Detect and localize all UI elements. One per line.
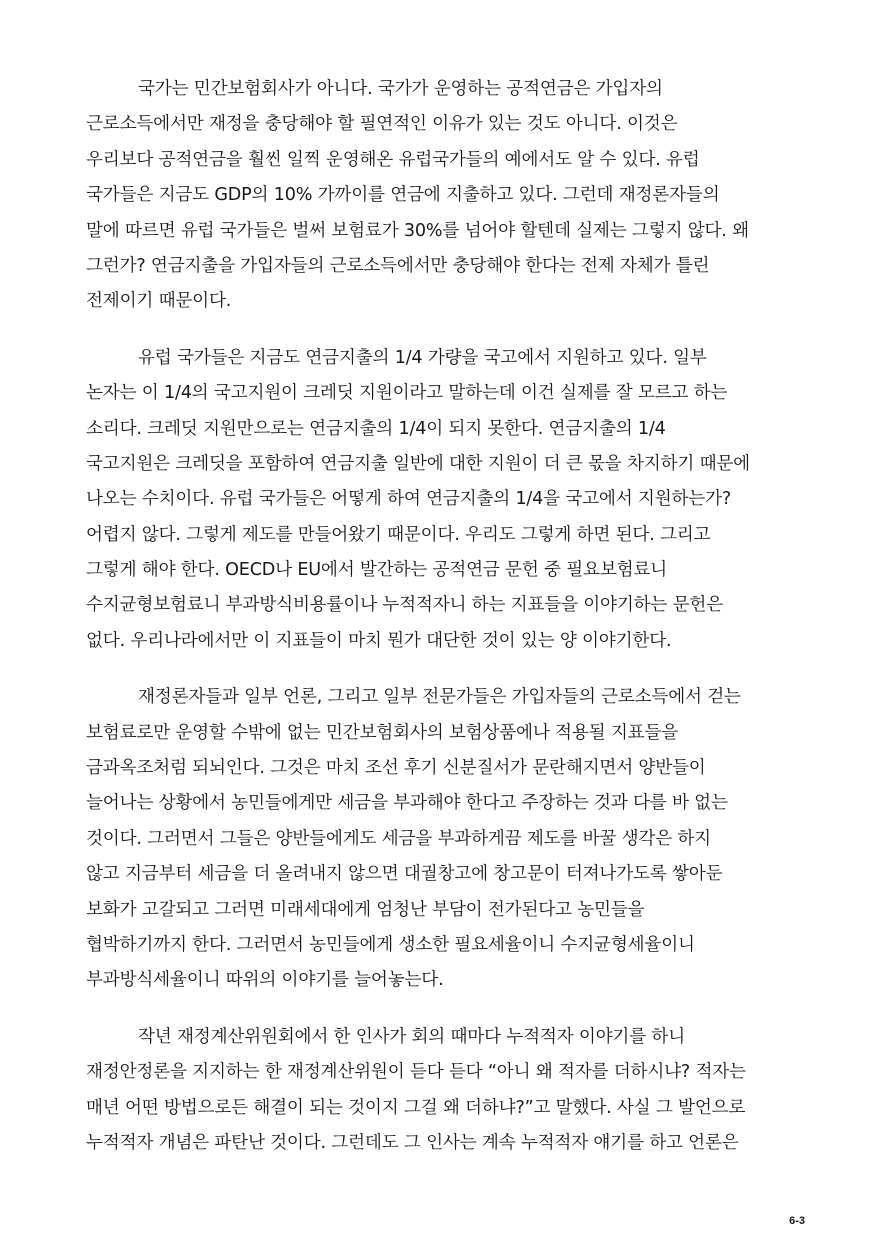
text-line: 유럽 국가들은 지금도 연금지출의 1/4 가량을 국고에서 지원하고 있다. 일부 — [138, 347, 707, 368]
text-line: 작년 재정계산위원회에서 한 인사가 회의 때마다 누적적자 이야기를 하니 — [138, 1026, 686, 1047]
text-line: 보험료로만 운영할 수밖에 없는 민간보험회사의 보험상품에나 적용될 지표들을 — [86, 722, 679, 743]
text-line: 국가들은 지금도 GDP의 10% 가까이를 연금에 지출하고 있다. 그런데 재정론자들의 — [86, 185, 720, 206]
text-line: 국고지원은 크레딧을 포함하여 연금지출 일반에 대한 지원이 더 큰 몫을 차지하기 때문에 — [86, 453, 750, 474]
text-line: 않고 지금부터 세금을 더 올려내지 않으면 대궐창고에 창고문이 터져나가도록 쌓아둔 — [86, 864, 723, 885]
text-line: 협박하기까지 한다. 그러면서 농민들에게 생소한 필요세율이니 수지균형세율이니 — [86, 934, 695, 955]
page-number: 6-3 — [789, 1215, 805, 1227]
text-line: 없다. 우리나라에서만 이 지표들이 마치 뭔가 대단한 것이 있는 양 이야기한다. — [86, 630, 672, 651]
text-line: 매년 어떤 방법으로든 해결이 되는 것이지 그걸 왜 더하냐?”고 말했다. 사실 그 발언으로 — [86, 1097, 746, 1118]
text-line: 그런가? 연금지출을 가입자들의 근로소득에서만 충당해야 한다는 전제 자체가 틀린 — [86, 255, 710, 276]
text-line: 누적적자 개념은 파탄난 것이다. 그런데도 그 인사는 계속 누적적자 얘기를 하고 언론은 — [86, 1132, 739, 1153]
text-line: 부과방식세율이니 따위의 이야기를 늘어놓는다. — [86, 970, 444, 991]
text-line: 소리다. 크레딧 지원만으로는 연금지출의 1/4이 되지 못한다. 연금지출의 1/4 — [86, 418, 666, 439]
paragraph — [86, 680, 808, 999]
text-line: 금과옥조처럼 되뇌인다. 그것은 마치 조선 후기 신분질서가 문란해지면서 양반들이 — [86, 758, 706, 779]
text-line: 나오는 수치이다. 유럽 국가들은 어떻게 하여 연금지출의 1/4을 국고에서 지원하는가? — [86, 489, 732, 510]
paragraph — [86, 1020, 808, 1162]
text-line: 수지균형보험료니 부과방식비용률이나 누적적자니 하는 지표들을 이야기하는 문헌은 — [86, 595, 723, 616]
body-text — [86, 72, 808, 1182]
text-line: 것이다. 그러면서 그들은 양반들에게도 세금을 부과하게끔 제도를 바꿀 생각은 하지 — [86, 828, 711, 849]
text-line: 말에 따르면 유럽 국가들은 벌써 보험료가 30%를 넘어야 할텐데 실제는 그렇지 않다. 왜 — [86, 220, 749, 241]
text-line: 그렇게 해야 한다. OECD나 EU에서 발간하는 공적연금 문헌 중 필요보험료니 — [86, 560, 667, 581]
text-line: 우리보다 공적연금을 훨씬 일찍 운영해온 유럽국가들의 예에서도 알 수 있다. 유럽 — [86, 149, 700, 170]
text-line: 재정론자들과 일부 언론, 그리고 일부 전문가들은 가입자들의 근로소득에서 걷는 — [138, 687, 741, 708]
text-line: 재정안정론을 지지하는 한 재정계산위원이 듣다 듣다 “아니 왜 적자를 더하시냐? 적자는 — [86, 1062, 746, 1083]
text-line: 전제이기 때문이다. — [86, 291, 232, 312]
text-line: 근로소득에서만 재정을 충당해야 할 필연적인 이유가 있는 것도 아니다. 이것은 — [86, 114, 678, 135]
text-line: 논자는 이 1/4의 국고지원이 크레딧 지원이라고 말하는데 이건 실제를 잘 모르고 하는 — [86, 383, 728, 404]
paragraph — [86, 341, 808, 660]
text-line: 늘어나는 상황에서 농민들에게만 세금을 부과해야 한다고 주장하는 것과 다를 바 없는 — [86, 793, 728, 814]
text-line: 보화가 고갈되고 그러면 미래세대에게 엄청난 부담이 전가된다고 농민들을 — [86, 899, 645, 920]
text-line: 국가는 민간보험회사가 아니다. 국가가 운영하는 공적연금은 가입자의 — [138, 79, 663, 99]
paragraph — [86, 72, 808, 320]
text-line: 어렵지 않다. 그렇게 제도를 만들어왔기 때문이다. 우리도 그렇게 하면 된다. 그리고 — [86, 524, 711, 545]
